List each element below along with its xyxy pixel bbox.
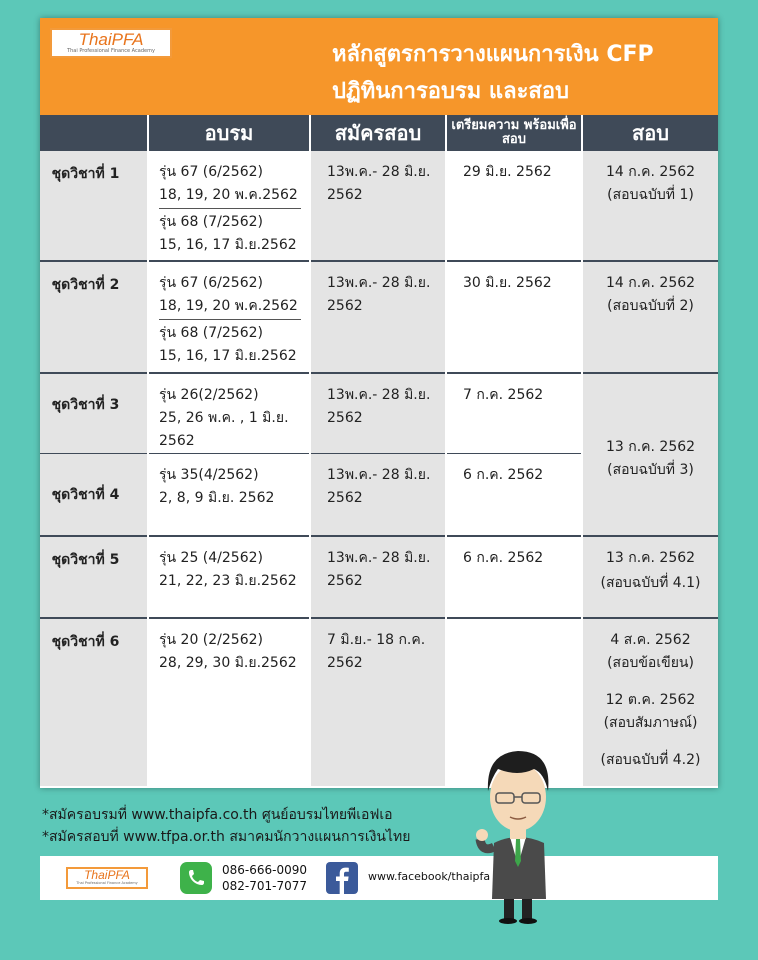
- batch-label: รุ่น 68 (7/2562): [159, 325, 263, 341]
- page-subtitle: ปฏิทินการอบรม และสอบ: [332, 79, 570, 104]
- exam-cell: [582, 261, 718, 373]
- register-year: 2562: [327, 187, 363, 203]
- exam-date: 4 ส.ค. 2562: [610, 631, 691, 648]
- register-year: 2562: [327, 490, 363, 506]
- exam-paper: (สอบฉบับที่ 1): [607, 187, 694, 203]
- training-session: [159, 322, 309, 368]
- group-cell: ชุดวิชาที่ 5: [40, 536, 148, 618]
- group-cell: ชุดวิชาที่ 1: [40, 151, 148, 261]
- prep-cell: 6 ก.ค. 2562: [446, 536, 582, 618]
- footer-bar: [40, 856, 718, 900]
- exam-date: 14 ก.ค. 2562: [605, 275, 696, 291]
- batch-dates-year: 2562: [159, 433, 195, 449]
- footer-logo: [66, 867, 148, 889]
- table-row: [40, 373, 718, 454]
- batch-label: รุ่น 25 (4/2562): [159, 549, 263, 566]
- register-cell: [310, 536, 446, 618]
- exam-paper: (สอบฉบับที่ 4.1): [600, 574, 701, 591]
- training-cell: [148, 618, 310, 786]
- register-year: 2562: [327, 410, 363, 426]
- group-cell: ชุดวิชาที่ 6: [40, 618, 148, 786]
- register-dates: 13พ.ค.- 28 มิ.ย.: [327, 275, 431, 291]
- mascot-illustration: [474, 735, 564, 925]
- logo-tagline: Thai Professional Finance Academy: [67, 48, 155, 54]
- training-session: [159, 161, 301, 209]
- group-cell: ชุดวิชาที่ 2: [40, 261, 148, 373]
- exam-cell: [582, 618, 718, 786]
- batch-dates: 18, 19, 20 พ.ค.2562: [159, 187, 298, 203]
- footer-logo-tagline: Thai Professional Finance Academy: [76, 881, 138, 885]
- register-cell: [310, 151, 446, 261]
- register-dates: 13พ.ค.- 28 มิ.ย.: [327, 549, 431, 566]
- table-header-row: [40, 115, 718, 151]
- table-row: [40, 261, 718, 373]
- logo-name: ThaiPFA: [78, 30, 144, 49]
- batch-dates: 18, 19, 20 พ.ค.2562: [159, 298, 298, 314]
- page-title: หลักสูตรการวางแผนการเงิน CFP: [332, 42, 654, 67]
- phone-numbers: [222, 862, 307, 894]
- batch-label: รุ่น 68 (7/2562): [159, 214, 263, 230]
- footer-logo-name: ThaiPFA: [84, 868, 130, 882]
- exam-cell: [582, 536, 718, 618]
- training-cell: [148, 151, 310, 261]
- training-cell: [148, 373, 310, 454]
- batch-dates: 2, 8, 9 มิ.ย. 2562: [159, 490, 275, 506]
- register-cell: [310, 454, 446, 536]
- batch-dates: 21, 22, 23 มิ.ย.2562: [159, 572, 297, 589]
- col-header-group: [40, 115, 148, 151]
- table-row: [40, 151, 718, 261]
- note-training: *สมัครอบรมที่ www.thaipfa.co.th ศูนย์อบรมไทยพีเอฟเอ: [42, 807, 393, 823]
- phone-icon: [180, 862, 212, 894]
- exam-date: 13 ก.ค. 2562: [605, 439, 696, 456]
- exam-paper: (สอบฉบับที่ 2): [607, 298, 694, 314]
- batch-dates: 25, 26 พ.ค. , 1 มิ.ย.: [159, 410, 289, 426]
- phone-1[interactable]: 086-666-0090: [222, 863, 308, 877]
- col-header-prep: เตรียมความ พร้อมเพื่อสอบ: [446, 115, 582, 151]
- exam-type-interview: (สอบสัมภาษณ์): [603, 714, 698, 731]
- batch-dates: 15, 16, 17 มิ.ย.2562: [159, 348, 297, 364]
- col-header-register: สมัครสอบ: [310, 115, 446, 151]
- phone-2[interactable]: 082-701-7077: [222, 879, 308, 893]
- register-cell: [310, 618, 446, 786]
- note-exam: *สมัครสอบที่ www.tfpa.or.th สมาคมนักวางแผนการเงินไทย: [42, 829, 411, 845]
- schedule-table: [40, 115, 718, 786]
- exam-type-written: (สอบข้อเขียน): [607, 654, 694, 671]
- register-dates: 13พ.ค.- 28 มิ.ย.: [327, 387, 431, 403]
- prep-cell: 7 ก.ค. 2562: [446, 373, 582, 454]
- table-row: [40, 618, 718, 786]
- header-banner: [40, 18, 718, 115]
- exam-date: 12 ต.ค. 2562: [605, 691, 696, 708]
- col-header-exam: สอบ: [582, 115, 718, 151]
- training-session: [159, 272, 301, 320]
- prep-cell: 6 ก.ค. 2562: [446, 454, 582, 536]
- exam-cell: [582, 373, 718, 536]
- register-dates: 13พ.ค.- 28 มิ.ย.: [327, 467, 431, 483]
- register-year: 2562: [327, 572, 363, 589]
- registration-notes: [42, 804, 410, 848]
- exam-date: 13 ก.ค. 2562: [605, 549, 696, 566]
- register-year: 2562: [327, 654, 363, 671]
- register-cell: [310, 373, 446, 454]
- facebook-link[interactable]: www.facebook/thaipfa: [368, 870, 491, 883]
- table-row: [40, 536, 718, 618]
- register-dates: 7 มิ.ย.- 18 ก.ค.: [327, 631, 426, 648]
- exam-paper: (สอบฉบับที่ 4.2): [600, 751, 701, 768]
- register-year: 2562: [327, 298, 363, 314]
- exam-paper: (สอบฉบับที่ 3): [607, 462, 694, 479]
- batch-label: รุ่น 35(4/2562): [159, 467, 259, 483]
- training-cell: [148, 261, 310, 373]
- batch-label: รุ่น 67 (6/2562): [159, 275, 263, 291]
- prep-cell: 30 มิ.ย. 2562: [446, 261, 582, 373]
- batch-dates: 28, 29, 30 มิ.ย.2562: [159, 654, 297, 671]
- schedule-card: [40, 18, 718, 788]
- register-cell: [310, 261, 446, 373]
- batch-dates: 15, 16, 17 มิ.ย.2562: [159, 237, 297, 253]
- batch-label: รุ่น 67 (6/2562): [159, 164, 263, 180]
- group-cell: ชุดวิชาที่ 3: [40, 373, 148, 454]
- training-cell: [148, 454, 310, 536]
- group-cell: ชุดวิชาที่ 4: [40, 454, 148, 536]
- exam-cell: [582, 151, 718, 261]
- facebook-icon: [326, 862, 358, 894]
- exam-date: 14 ก.ค. 2562: [605, 164, 696, 180]
- register-dates: 13พ.ค.- 28 มิ.ย.: [327, 164, 431, 180]
- thaipfa-logo: [50, 28, 172, 58]
- prep-cell: 29 มิ.ย. 2562: [446, 151, 582, 261]
- training-cell: [148, 536, 310, 618]
- batch-label: รุ่น 20 (2/2562): [159, 631, 263, 648]
- training-session: [159, 211, 309, 257]
- batch-label: รุ่น 26(2/2562): [159, 387, 259, 403]
- col-header-training: อบรม: [148, 115, 310, 151]
